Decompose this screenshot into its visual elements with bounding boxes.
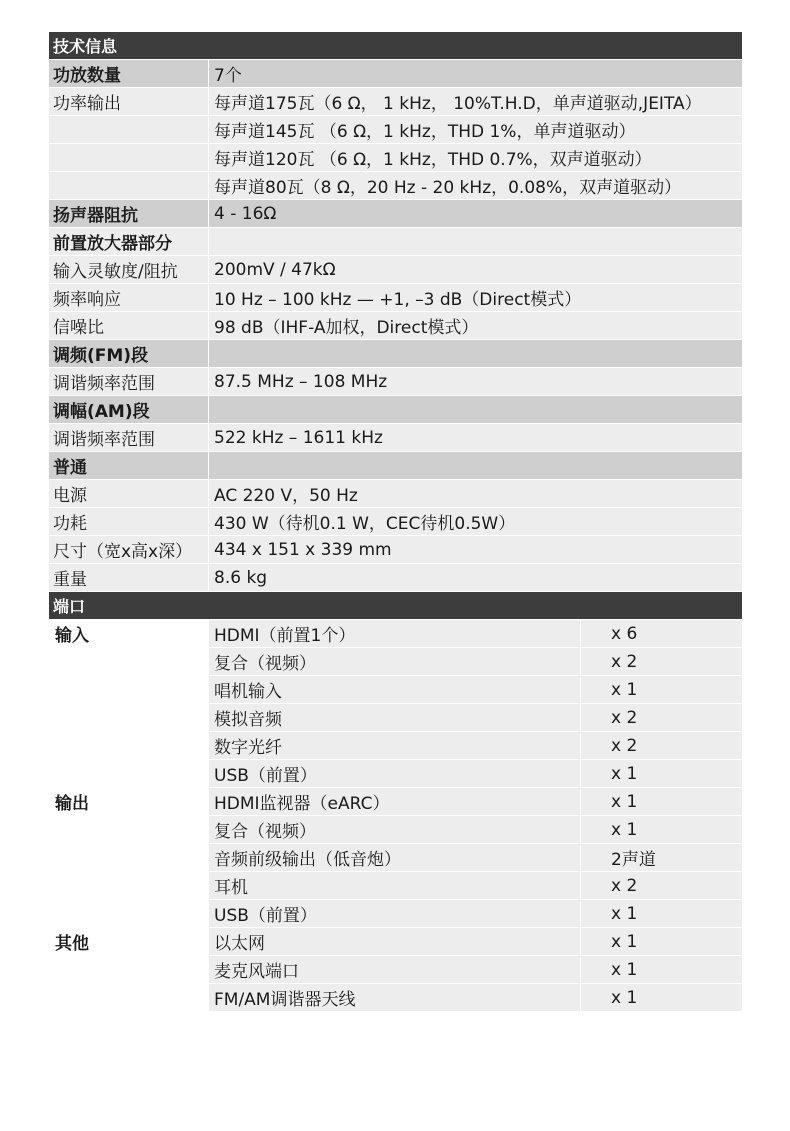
port-count: x 1 xyxy=(581,928,742,955)
spec-table xyxy=(49,60,742,592)
spec-label: 功耗 xyxy=(49,508,209,535)
spec-sheet xyxy=(49,32,742,1012)
port-name: 麦克风端口 xyxy=(209,956,581,983)
port-group-label xyxy=(49,844,209,871)
port-row xyxy=(49,648,742,676)
port-group-label: 输入 xyxy=(49,620,209,647)
spec-row xyxy=(49,256,742,284)
port-name: 以太网 xyxy=(209,928,581,955)
spec-value: 每声道80瓦（8 Ω，20 Hz - 20 kHz，0.08%，双声道驱动） xyxy=(209,172,742,199)
spec-label xyxy=(49,172,209,199)
spec-label: 功率输出 xyxy=(49,88,209,115)
spec-value: 每声道145瓦 （6 Ω，1 kHz，THD 1%，单声道驱动） xyxy=(209,116,742,143)
spec-value: 7个 xyxy=(209,60,742,87)
spec-value: 430 W（待机0.1 W，CEC待机0.5W） xyxy=(209,508,742,535)
spec-label: 重量 xyxy=(49,564,209,591)
spec-value xyxy=(209,452,742,479)
spec-value: 每声道175瓦（6 Ω， 1 kHz， 10%T.H.D，单声道驱动,JEITA） xyxy=(209,88,742,115)
port-group-label xyxy=(49,872,209,899)
port-name: USB（前置） xyxy=(209,760,581,787)
spec-value: 522 kHz – 1611 kHz xyxy=(209,424,742,451)
spec-label: 尺寸（宽x高x深） xyxy=(49,536,209,563)
spec-value: 每声道120瓦 （6 Ω，1 kHz，THD 0.7%，双声道驱动） xyxy=(209,144,742,171)
port-group-label xyxy=(49,676,209,703)
port-count: x 6 xyxy=(581,620,742,647)
port-name: FM/AM调谐器天线 xyxy=(209,984,581,1011)
port-row xyxy=(49,928,742,956)
spec-row xyxy=(49,172,742,200)
port-group-label xyxy=(49,984,209,1011)
port-name: 复合（视频） xyxy=(209,648,581,675)
spec-row xyxy=(49,60,742,88)
spec-row xyxy=(49,284,742,312)
spec-value: 200mV / 47kΩ xyxy=(209,256,742,283)
spec-label: 输入灵敏度/阻抗 xyxy=(49,256,209,283)
port-name: USB（前置） xyxy=(209,900,581,927)
port-count: x 1 xyxy=(581,816,742,843)
spec-label: 信噪比 xyxy=(49,312,209,339)
port-count: x 2 xyxy=(581,872,742,899)
spec-label: 频率响应 xyxy=(49,284,209,311)
port-row xyxy=(49,984,742,1012)
port-row xyxy=(49,816,742,844)
port-group-label xyxy=(49,704,209,731)
tech-info-header xyxy=(49,32,742,60)
spec-row xyxy=(49,424,742,452)
port-group-label xyxy=(49,900,209,927)
port-row xyxy=(49,788,742,816)
spec-value xyxy=(209,396,742,423)
port-count: x 2 xyxy=(581,648,742,675)
spec-row xyxy=(49,564,742,592)
ports-table xyxy=(49,620,742,1012)
port-group-label xyxy=(49,732,209,759)
port-group-label: 输出 xyxy=(49,788,209,815)
spec-row xyxy=(49,116,742,144)
port-group-label: 其他 xyxy=(49,928,209,955)
spec-row xyxy=(49,200,742,228)
port-count: x 2 xyxy=(581,704,742,731)
port-row xyxy=(49,844,742,872)
port-row xyxy=(49,872,742,900)
spec-row xyxy=(49,480,742,508)
spec-row xyxy=(49,452,742,480)
port-row xyxy=(49,900,742,928)
spec-value: 10 Hz – 100 kHz — +1, –3 dB（Direct模式） xyxy=(209,284,742,311)
port-group-label xyxy=(49,760,209,787)
port-name: HDMI（前置1个） xyxy=(209,620,581,647)
spec-label: 前置放大器部分 xyxy=(49,228,209,255)
spec-label: 扬声器阻抗 xyxy=(49,200,209,227)
ports-header xyxy=(49,592,742,620)
spec-value: 87.5 MHz – 108 MHz xyxy=(209,368,742,395)
spec-label xyxy=(49,116,209,143)
ports-title: 端口 xyxy=(53,597,86,616)
spec-row xyxy=(49,144,742,172)
tech-info-title: 技术信息 xyxy=(53,37,118,56)
spec-value: 8.6 kg xyxy=(209,564,742,591)
spec-row xyxy=(49,396,742,424)
port-group-label xyxy=(49,956,209,983)
spec-value: 4 - 16Ω xyxy=(209,200,742,227)
port-name: 复合（视频） xyxy=(209,816,581,843)
spec-row xyxy=(49,536,742,564)
port-count: 2声道 xyxy=(581,844,742,871)
spec-value xyxy=(209,340,742,367)
spec-label: 功放数量 xyxy=(49,60,209,87)
port-row xyxy=(49,732,742,760)
spec-label: 调谐频率范围 xyxy=(49,368,209,395)
spec-row xyxy=(49,88,742,116)
spec-row xyxy=(49,508,742,536)
port-row xyxy=(49,956,742,984)
spec-label: 调频(FM)段 xyxy=(49,340,209,367)
spec-label: 电源 xyxy=(49,480,209,507)
spec-value xyxy=(209,228,742,255)
port-count: x 1 xyxy=(581,788,742,815)
spec-row xyxy=(49,228,742,256)
port-name: 唱机输入 xyxy=(209,676,581,703)
spec-row xyxy=(49,340,742,368)
spec-row xyxy=(49,368,742,396)
port-group-label xyxy=(49,816,209,843)
spec-label: 普通 xyxy=(49,452,209,479)
port-name: 耳机 xyxy=(209,872,581,899)
port-count: x 1 xyxy=(581,956,742,983)
spec-row xyxy=(49,312,742,340)
port-name: HDMI监视器（eARC） xyxy=(209,788,581,815)
port-row xyxy=(49,704,742,732)
spec-value: 434 x 151 x 339 mm xyxy=(209,536,742,563)
port-count: x 1 xyxy=(581,984,742,1011)
port-count: x 1 xyxy=(581,676,742,703)
port-row xyxy=(49,760,742,788)
spec-label: 调幅(AM)段 xyxy=(49,396,209,423)
spec-label xyxy=(49,144,209,171)
port-name: 音频前级输出（低音炮） xyxy=(209,844,581,871)
port-row xyxy=(49,676,742,704)
port-count: x 1 xyxy=(581,900,742,927)
spec-value: 98 dB（IHF-A加权，Direct模式） xyxy=(209,312,742,339)
spec-value: AC 220 V，50 Hz xyxy=(209,480,742,507)
spec-label: 调谐频率范围 xyxy=(49,424,209,451)
port-name: 数字光纤 xyxy=(209,732,581,759)
port-group-label xyxy=(49,648,209,675)
port-count: x 2 xyxy=(581,732,742,759)
port-name: 模拟音频 xyxy=(209,704,581,731)
port-count: x 1 xyxy=(581,760,742,787)
port-row xyxy=(49,620,742,648)
